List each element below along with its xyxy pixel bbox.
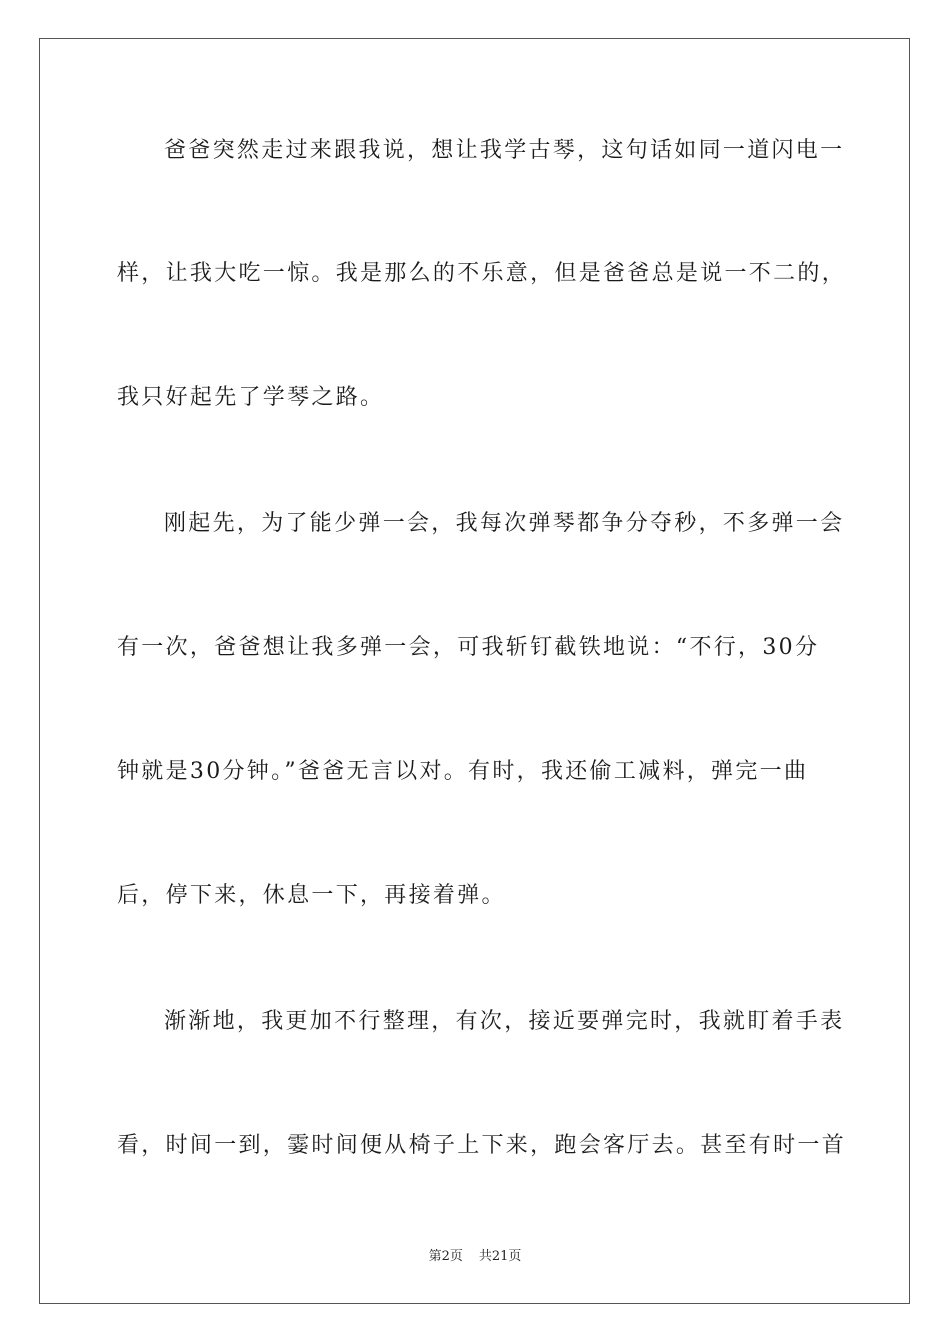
page-footer <box>0 1248 950 1266</box>
text-line-1: 爸爸突然走过来跟我说，想让我学古琴，这句话如同一道闪电一 <box>164 138 845 163</box>
text-line-2: 样，让我大吃一惊。我是那么的不乐意，但是爸爸总是说一不二的， <box>117 261 847 286</box>
text-line-6: 钟就是30分钟。”爸爸无言以对。有时，我还偷工减料，弹完一曲 <box>117 759 809 784</box>
text-line-4: 刚起先，为了能少弹一会，我每次弹琴都争分夺秒，不多弹一会 <box>164 511 845 536</box>
page-number: 第2页 <box>428 1249 463 1264</box>
text-line-8: 渐渐地，我更加不行整理，有次，接近要弹完时，我就盯着手表 <box>164 1009 845 1034</box>
text-line-3: 我只好起先了学琴之路。 <box>117 385 385 410</box>
text-line-5: 有一次，爸爸想让我多弹一会，可我斩钉截铁地说：“不行，30分 <box>117 635 820 660</box>
text-line-9: 看，时间一到，霎时间便从椅子上下来，跑会客厅去。甚至有时一首 <box>117 1133 847 1158</box>
page-border <box>39 38 910 1304</box>
text-line-7: 后，停下来，休息一下，再接着弹。 <box>117 883 506 908</box>
page-total: 共21页 <box>478 1249 522 1264</box>
